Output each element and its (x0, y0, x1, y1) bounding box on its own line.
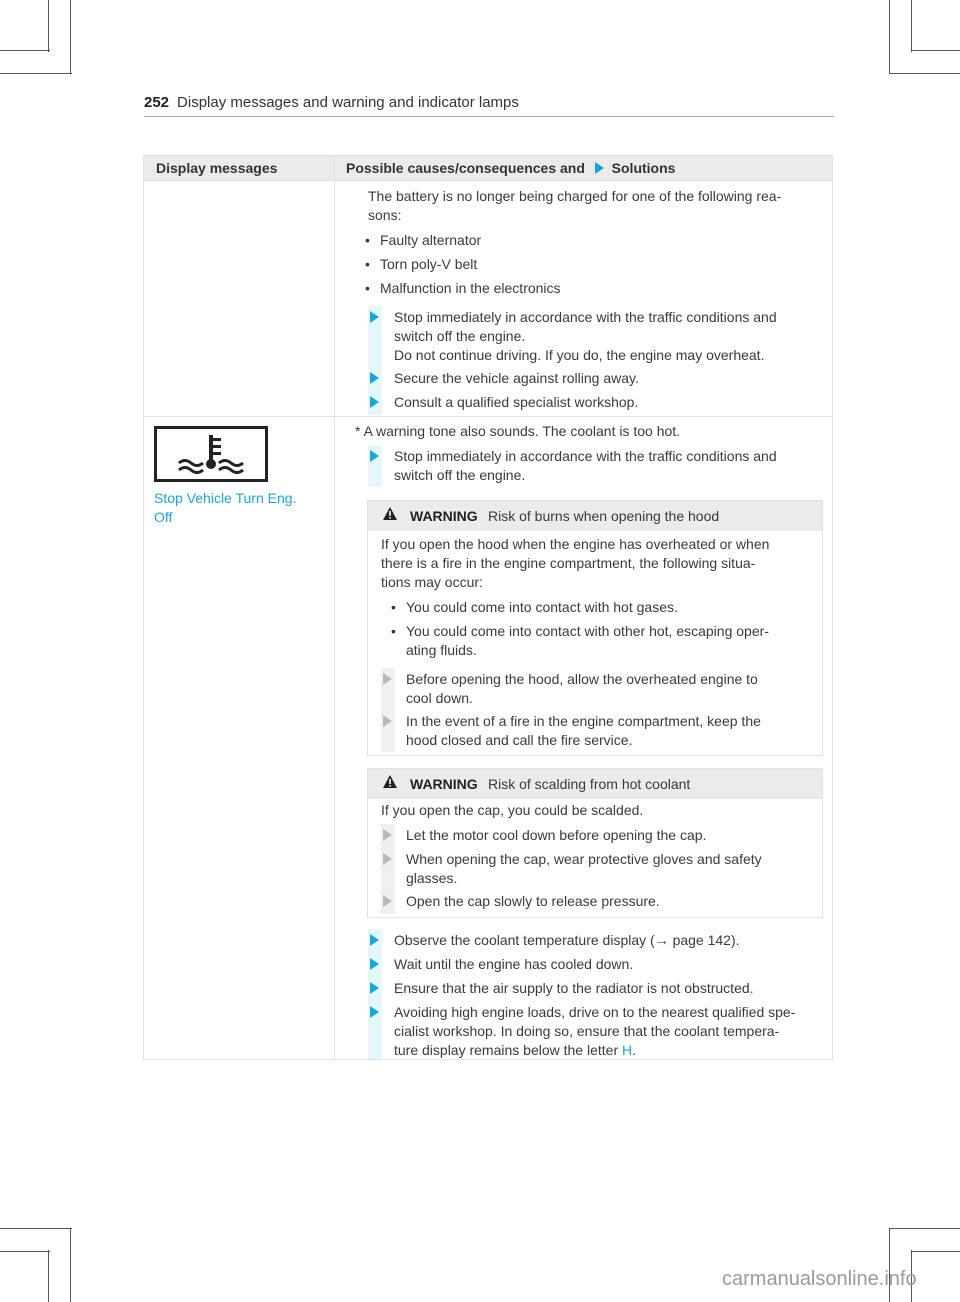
row2-step4: Ensure that the air supply to the radiator is not obstructed. (394, 980, 754, 996)
page-title: Display messages and warning and indicator lamps (177, 94, 519, 111)
crop-mark (889, 0, 890, 74)
crop-mark (0, 50, 50, 51)
warning2-para: If you open the cap, you could be scalded. (381, 802, 644, 818)
col2-header (346, 156, 675, 180)
warning1-step2-line1: In the event of a fire in the engine compartment, keep the (406, 713, 761, 729)
star-note: * A warning tone also sounds. The coolant is too hot. (355, 423, 681, 439)
warning2-step1: Let the motor cool down before opening the cap. (406, 827, 707, 843)
step-arrow-icon (370, 958, 379, 970)
row1-intro-line1: The battery is no longer being charged for one of the following rea- (368, 188, 782, 204)
row2-step2: Observe the coolant temperature display (→ page 142). (394, 932, 740, 948)
warning-label: WARNING (410, 508, 478, 524)
col1-header: Display messages (156, 160, 278, 176)
row1-step1-line2: switch off the engine. (394, 328, 526, 344)
period: . (632, 1042, 637, 1058)
row1-step1-line3: Do not continue driving. If you do, the engine may overheat. (394, 347, 765, 363)
coolant-temperature-icon (154, 426, 268, 482)
crop-mark (0, 1251, 50, 1252)
warning-triangle-icon (383, 775, 397, 789)
warning-title: Risk of burns when opening the hood (488, 508, 720, 524)
step-arrow-icon (370, 1006, 379, 1018)
warning-triangle-icon (383, 507, 397, 521)
crop-mark (889, 1228, 960, 1229)
crop-mark (889, 73, 960, 74)
row-divider (144, 416, 832, 417)
list-item: • Faulty alternator (380, 231, 481, 250)
warning-title: Risk of scalding from hot coolant (488, 776, 691, 792)
row2-step5-line1: Avoiding high engine loads, drive on to the nearest qualified spe- (394, 1004, 796, 1020)
warning2-step2-line1: When opening the cap, wear protective gloves and safety (406, 851, 762, 867)
warning1-step1-line2: cool down. (406, 690, 473, 706)
page-header (144, 94, 519, 111)
warning1-para-line3: tions may occur: (381, 574, 483, 590)
warning2-step3: Open the cap slowly to release pressure. (406, 893, 660, 909)
crop-mark (911, 50, 960, 51)
crop-mark (70, 1228, 71, 1302)
warning1-bullet2-line2: ating fluids. (406, 642, 477, 658)
step-arrow-icon (383, 853, 392, 865)
row2-step3: Wait until the engine has cooled down. (394, 956, 634, 972)
crop-mark (0, 73, 72, 74)
list-item: • Torn poly-V belt (380, 255, 477, 274)
row2-step1-line1: Stop immediately in accordance with the traffic conditions and (394, 448, 777, 464)
row2-step5-line3-text: ture display remains below the letter (394, 1042, 619, 1058)
row2-step1-line2: switch off the engine. (394, 467, 526, 483)
letter-h: H (622, 1042, 633, 1058)
list-item: • You could come into contact with hot gases. (406, 598, 678, 617)
warning2-step2-line2: glasses. (406, 870, 458, 886)
row1-step2: Secure the vehicle against rolling away. (394, 370, 639, 386)
row1-step1-line1: Stop immediately in accordance with the traffic conditions and (394, 309, 777, 325)
step-arrow-icon (383, 673, 392, 685)
row2-step5-line2: cialist workshop. In doing so, ensure that the coolant tempera- (394, 1023, 780, 1039)
step-arrow-icon (383, 715, 392, 727)
warning1-step1-line1: Before opening the hood, allow the overheated engine to (406, 671, 758, 687)
warning1-para-line1: If you open the hood when the engine has overheated or when (381, 536, 770, 552)
message-text-line2: Off (154, 509, 173, 525)
crop-mark (48, 0, 49, 52)
col2-header-causes: Possible causes/consequences and (346, 160, 585, 176)
step-arrow-icon (383, 829, 392, 841)
crop-mark (70, 0, 71, 74)
row1-intro-line2: sons: (368, 207, 402, 223)
warning1-step2-line2: hood closed and call the fire service. (406, 732, 633, 748)
crop-mark (911, 0, 912, 52)
warning1-para-line2: there is a fire in the engine compartment, the following situa- (381, 555, 756, 571)
header-rule (144, 116, 834, 117)
list-item: • You could come into contact with other hot, escaping oper- (406, 622, 769, 641)
column-divider (334, 156, 335, 1059)
crop-mark (48, 1250, 49, 1302)
crop-mark (0, 1228, 72, 1229)
crop-mark (911, 1251, 960, 1252)
page-number: 252 (144, 94, 170, 111)
step-arrow-icon (370, 982, 379, 994)
header-arrow-icon (595, 162, 604, 174)
row1-step3: Consult a qualified specialist workshop. (394, 394, 639, 410)
step-arrow-icon (370, 372, 379, 384)
step-arrow-icon (370, 934, 379, 946)
step-arrow-icon (370, 450, 379, 462)
list-item: • Malfunction in the electronics (380, 279, 561, 298)
watermark: carmanualsonline.info (722, 1268, 917, 1290)
warning-label: WARNING (410, 776, 478, 792)
step-arrow-icon (370, 396, 379, 408)
step-arrow-icon (383, 895, 392, 907)
col2-header-solutions: Solutions (611, 160, 676, 176)
row-divider (144, 180, 832, 181)
message-text-line1: Stop Vehicle Turn Eng. (154, 490, 297, 506)
row2-step5-line3 (394, 1041, 636, 1060)
step-arrow-icon (370, 311, 379, 323)
coolant-temperature-icon-graphic (157, 429, 265, 479)
crop-mark (889, 1228, 890, 1302)
